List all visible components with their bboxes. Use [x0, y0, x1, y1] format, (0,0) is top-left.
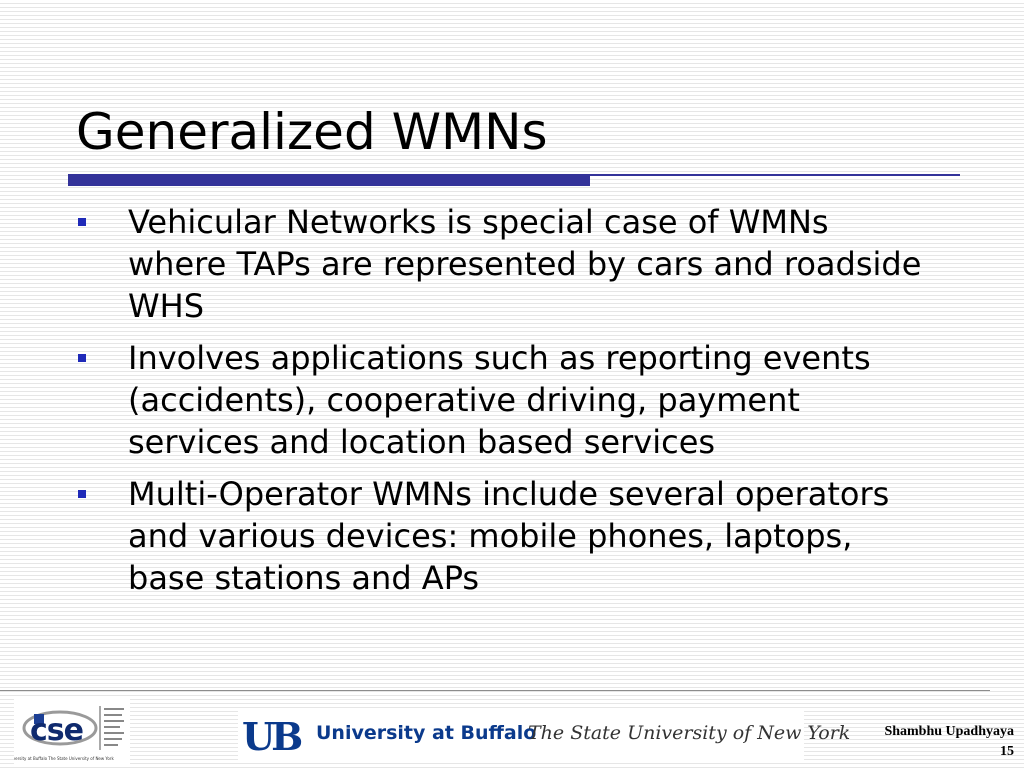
- cse-logo-text: cse: [30, 713, 83, 748]
- bullet-list: [0, 201, 928, 609]
- footer-divider: [0, 690, 990, 691]
- square-bullet-icon: [78, 490, 86, 498]
- bullet-item: [0, 473, 928, 599]
- bullet-item: [0, 337, 928, 463]
- cse-logo: [14, 698, 130, 764]
- bullet-text: Vehicular Networks is special case of WMNs where TAPs are represented by cars and roadside WHS: [128, 203, 922, 325]
- cse-logo-graphic: [14, 698, 130, 764]
- ub-logo-name: University at Buffalo: [316, 722, 537, 744]
- square-bullet-icon: [78, 218, 86, 226]
- title-underline-thick: [68, 175, 590, 186]
- bullet-text: Multi-Operator WMNs include several operators and various devices: mobile phones, laptops, base stations and APs: [128, 475, 890, 597]
- slide-title: Generalized WMNs: [76, 103, 548, 161]
- author-name: Shambhu Upadhyaya: [884, 724, 1014, 739]
- cse-logo-caption: University at Buffalo The State University of New York: [14, 756, 114, 761]
- svg-text:UB: UB: [242, 714, 300, 759]
- page-number: 15: [1000, 744, 1014, 759]
- square-bullet-icon: [78, 354, 86, 362]
- bullet-text: Involves applications such as reporting events (accidents), cooperative driving, payment services and location based services: [128, 339, 871, 461]
- bullet-item: [0, 201, 928, 327]
- ub-logo: [238, 710, 851, 760]
- ub-logo-mark: [238, 710, 308, 760]
- ub-logo-suny: The State University of New York: [528, 722, 851, 744]
